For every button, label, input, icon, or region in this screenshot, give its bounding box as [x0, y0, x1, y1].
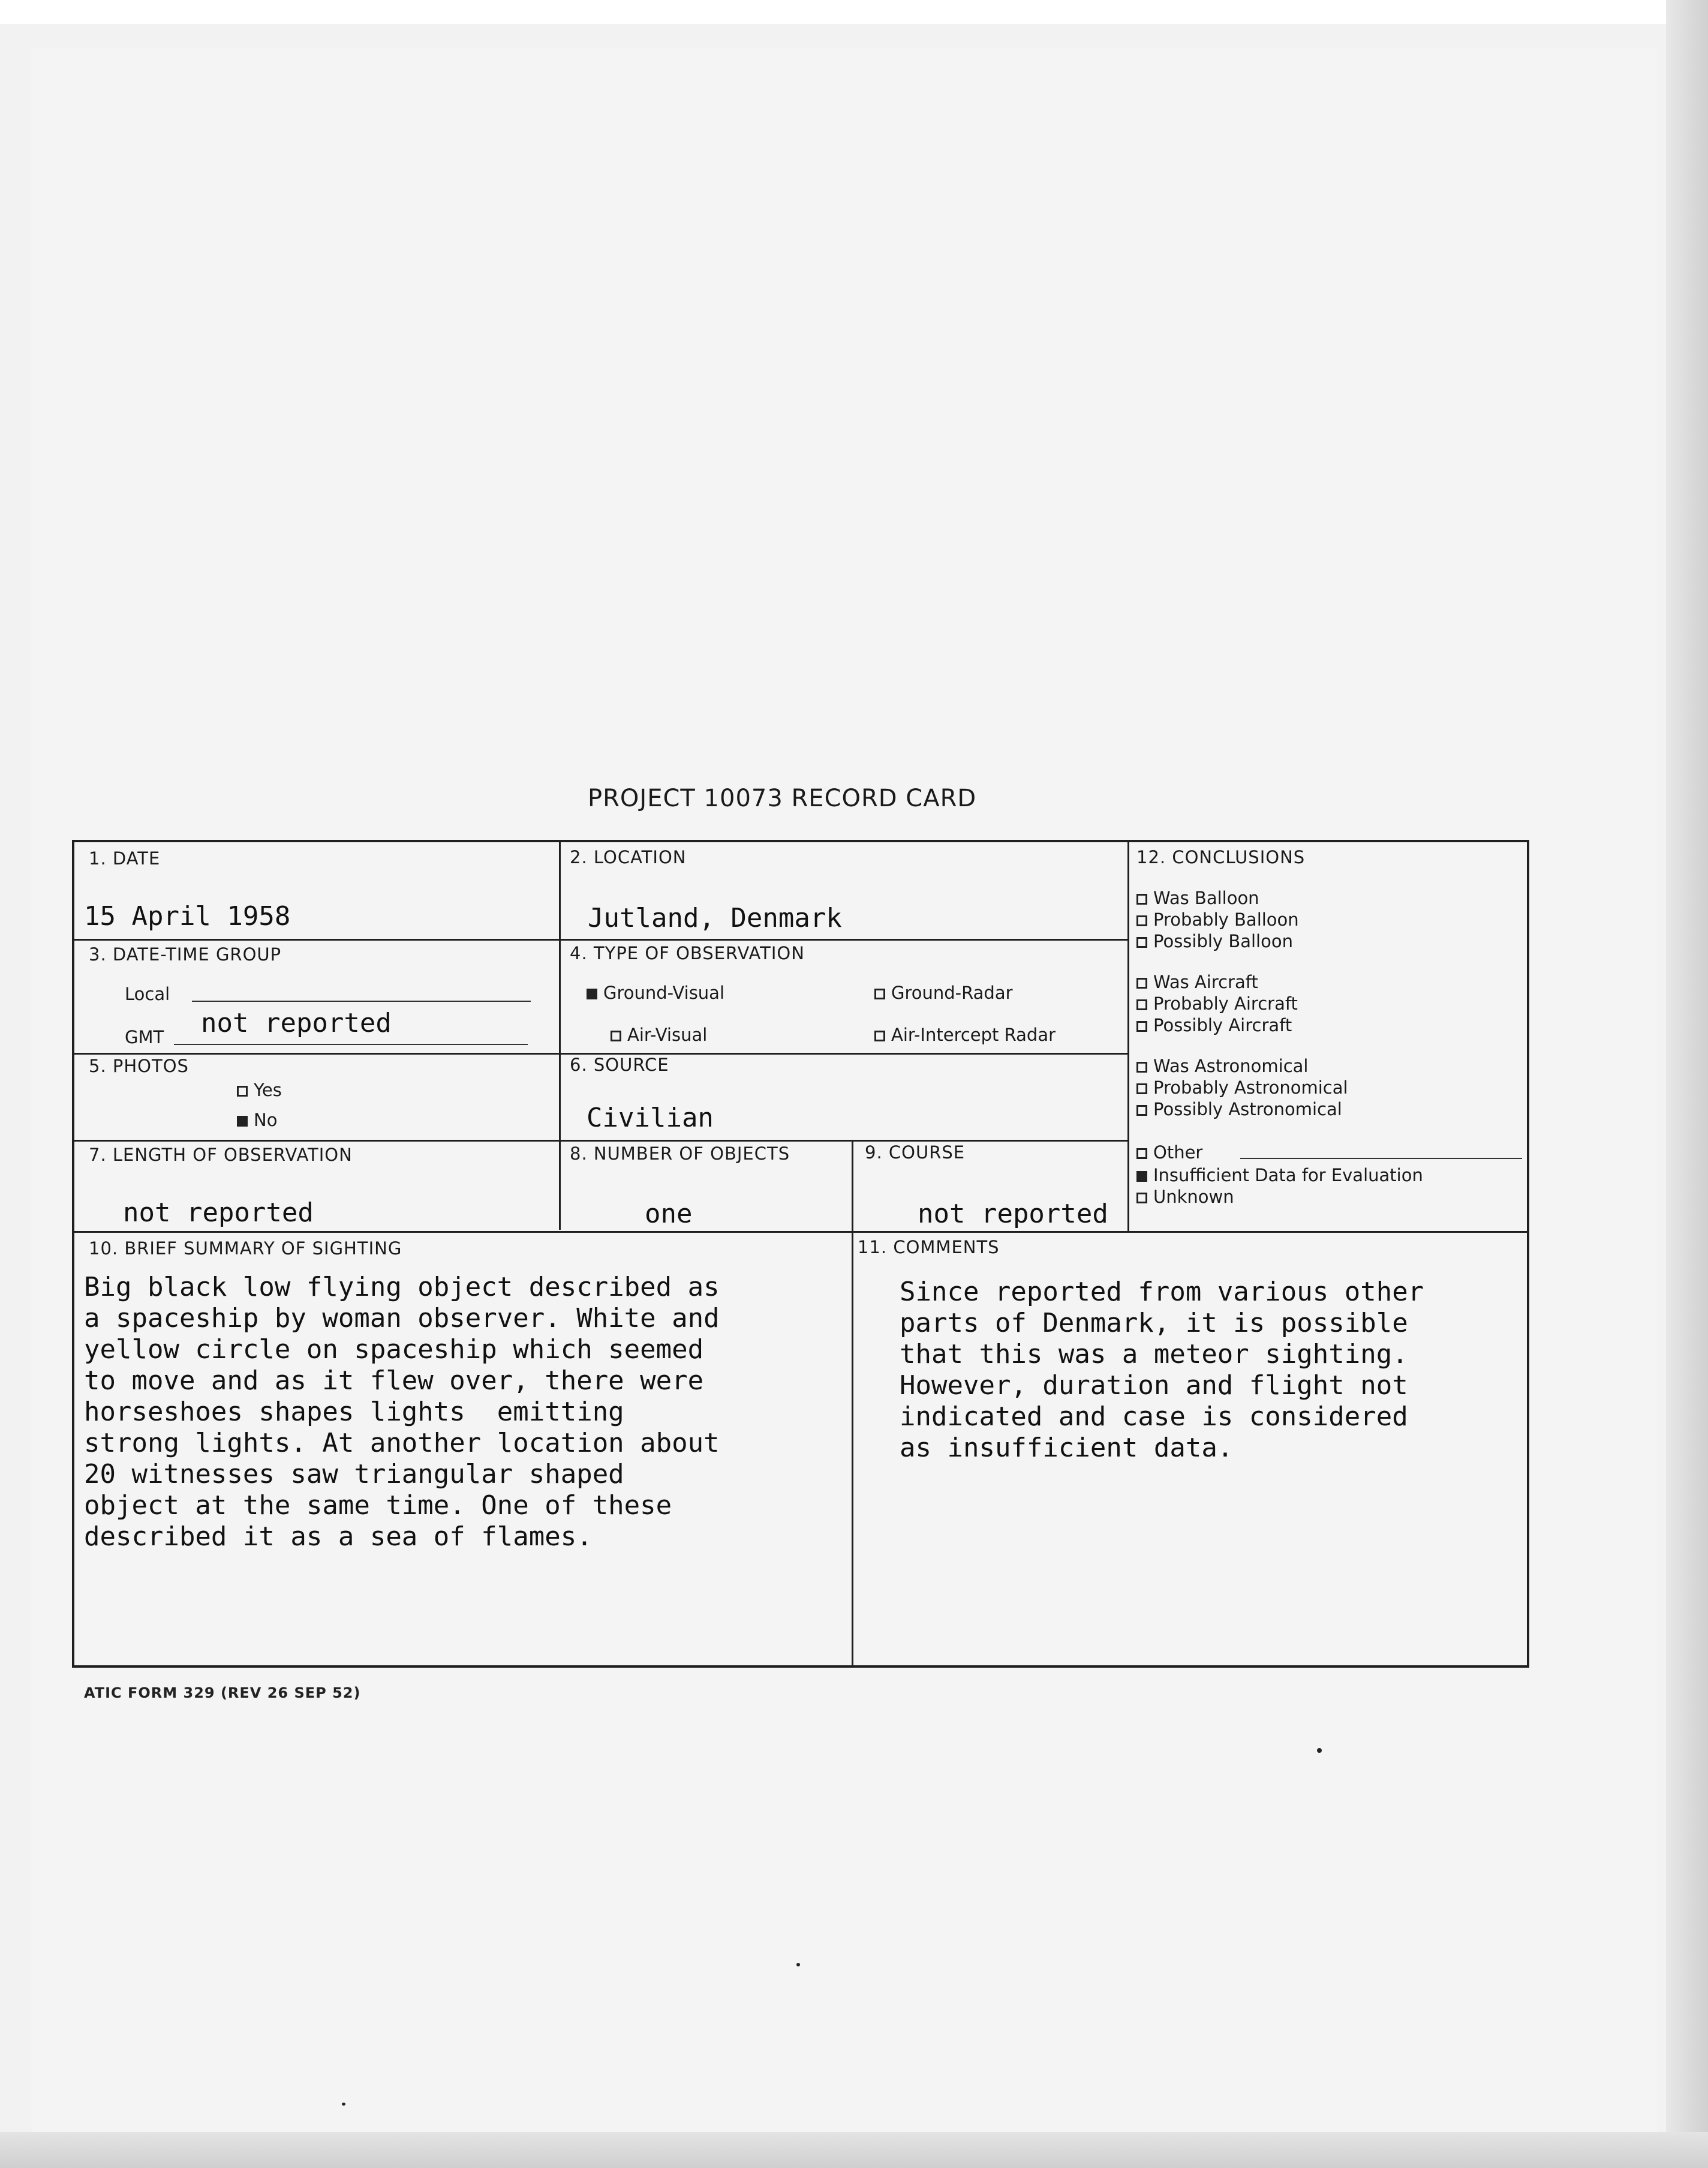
possibly-astronomical-checkbox [1136, 1105, 1147, 1116]
conclusion-possibly-astronomical: Possibly Astronomical [1136, 1099, 1342, 1119]
divider-col-c [852, 1140, 853, 1668]
conclusions-label: 12. CONCLUSIONS [1136, 847, 1306, 867]
ground-visual-checkbox [587, 989, 597, 999]
probably-aircraft-checkbox [1136, 999, 1147, 1010]
location-label: 2. LOCATION [570, 847, 687, 867]
card-title: PROJECT 10073 RECORD CARD [588, 785, 977, 812]
probably-balloon-checkbox [1136, 915, 1147, 926]
summary-line: object at the same time. One of these [84, 1490, 672, 1521]
conclusion-insufficient-data: Insufficient Data for Evaluation [1136, 1165, 1423, 1185]
comments-line: Since reported from various other [900, 1277, 1424, 1307]
scan-speck [796, 1963, 800, 1966]
summary-label: 10. BRIEF SUMMARY OF SIGHTING [89, 1238, 402, 1259]
gmt-line [174, 1044, 528, 1045]
summary-line: described it as a sea of flames. [84, 1521, 593, 1552]
date-label: 1. DATE [89, 848, 161, 869]
source-label: 6. SOURCE [570, 1055, 669, 1075]
photos-yes: Yes [237, 1080, 282, 1100]
course-value: not reported [918, 1199, 1108, 1229]
conclusion-possibly-aircraft: Possibly Aircraft [1136, 1015, 1292, 1035]
summary-line: horseshoes shapes lights emitting [84, 1397, 624, 1427]
was-astronomical-checkbox [1136, 1062, 1147, 1073]
probably-astronomical-checkbox [1136, 1083, 1147, 1094]
photos-yes-checkbox [237, 1086, 248, 1097]
photos-no-checkbox [237, 1116, 248, 1127]
gmt-value: not reported [201, 1008, 392, 1038]
type-of-observation-label: 4. TYPE OF OBSERVATION [570, 943, 805, 963]
photos-label: 5. PHOTOS [89, 1056, 189, 1076]
unknown-checkbox [1136, 1193, 1147, 1203]
was-balloon-checkbox [1136, 894, 1147, 905]
divider-col-a [559, 840, 561, 1230]
divider-row-3 [72, 1140, 1127, 1142]
scan-top-edge [0, 0, 1708, 24]
comments-line: However, duration and flight not [900, 1370, 1408, 1401]
summary-line: strong lights. At another location about [84, 1428, 720, 1458]
scan-bottom-edge [0, 2132, 1708, 2168]
divider-row-1 [72, 939, 1127, 941]
other-checkbox [1136, 1148, 1147, 1159]
number-of-objects-label: 8. NUMBER OF OBJECTS [570, 1143, 790, 1164]
date-time-group-label: 3. DATE-TIME GROUP [89, 944, 282, 965]
comments-line: as insufficient data. [900, 1433, 1234, 1463]
observation-ground-radar: Ground-Radar [874, 983, 1013, 1003]
gmt-label: GMT [125, 1027, 164, 1047]
date-value: 15 April 1958 [84, 901, 291, 932]
conclusion-was-astronomical: Was Astronomical [1136, 1056, 1308, 1076]
ground-radar-checkbox [874, 989, 885, 999]
local-time-label: Local [125, 984, 170, 1004]
observation-ground-visual: Ground-Visual [587, 983, 724, 1003]
source-value: Civilian [587, 1103, 714, 1133]
number-of-objects-value: one [645, 1199, 693, 1229]
other-line [1240, 1158, 1522, 1159]
conclusion-possibly-balloon: Possibly Balloon [1136, 931, 1293, 951]
observation-air-visual: Air-Visual [611, 1025, 707, 1045]
summary-line: to move and as it flew over, there were [84, 1365, 704, 1396]
comments-line: parts of Denmark, it is possible [900, 1308, 1408, 1338]
conclusion-unknown: Unknown [1136, 1187, 1234, 1207]
conclusion-was-balloon: Was Balloon [1136, 888, 1259, 908]
air-visual-checkbox [611, 1031, 621, 1041]
scan-right-edge [1666, 0, 1708, 2168]
conclusion-probably-balloon: Probably Balloon [1136, 909, 1299, 930]
comments-line: indicated and case is considered [900, 1401, 1408, 1432]
divider-col-b [1127, 840, 1129, 1233]
length-of-observation-label: 7. LENGTH OF OBSERVATION [89, 1145, 353, 1165]
conclusion-probably-aircraft: Probably Aircraft [1136, 993, 1298, 1014]
comments-line: that this was a meteor sighting. [900, 1339, 1408, 1370]
summary-text [84, 1272, 720, 1553]
conclusion-probably-astronomical: Probably Astronomical [1136, 1077, 1348, 1098]
insufficient-data-checkbox [1136, 1171, 1147, 1182]
conclusion-other: Other [1136, 1142, 1202, 1163]
comments-text [900, 1277, 1424, 1464]
comments-label: 11. COMMENTS [858, 1237, 1000, 1257]
form-footer: ATIC FORM 329 (REV 26 SEP 52) [84, 1684, 361, 1701]
scan-speck [1317, 1748, 1322, 1753]
scan-speck [342, 2103, 345, 2106]
local-time-line [192, 1001, 531, 1002]
location-value: Jutland, Denmark [588, 903, 842, 933]
summary-line: 20 witnesses saw triangular shaped [84, 1459, 624, 1490]
possibly-aircraft-checkbox [1136, 1021, 1147, 1032]
summary-line: a spaceship by woman observer. White and [84, 1303, 720, 1334]
length-of-observation-value: not reported [123, 1197, 314, 1228]
conclusion-was-aircraft: Was Aircraft [1136, 972, 1258, 992]
divider-row-4 [72, 1231, 1529, 1233]
course-label: 9. COURSE [865, 1142, 966, 1163]
observation-air-intercept-radar: Air-Intercept Radar [874, 1025, 1056, 1045]
summary-line: Big black low flying object described as [84, 1272, 720, 1302]
air-intercept-radar-checkbox [874, 1031, 885, 1041]
photos-no: No [237, 1110, 277, 1130]
was-aircraft-checkbox [1136, 978, 1147, 989]
possibly-balloon-checkbox [1136, 937, 1147, 948]
summary-line: yellow circle on spaceship which seemed [84, 1334, 704, 1365]
